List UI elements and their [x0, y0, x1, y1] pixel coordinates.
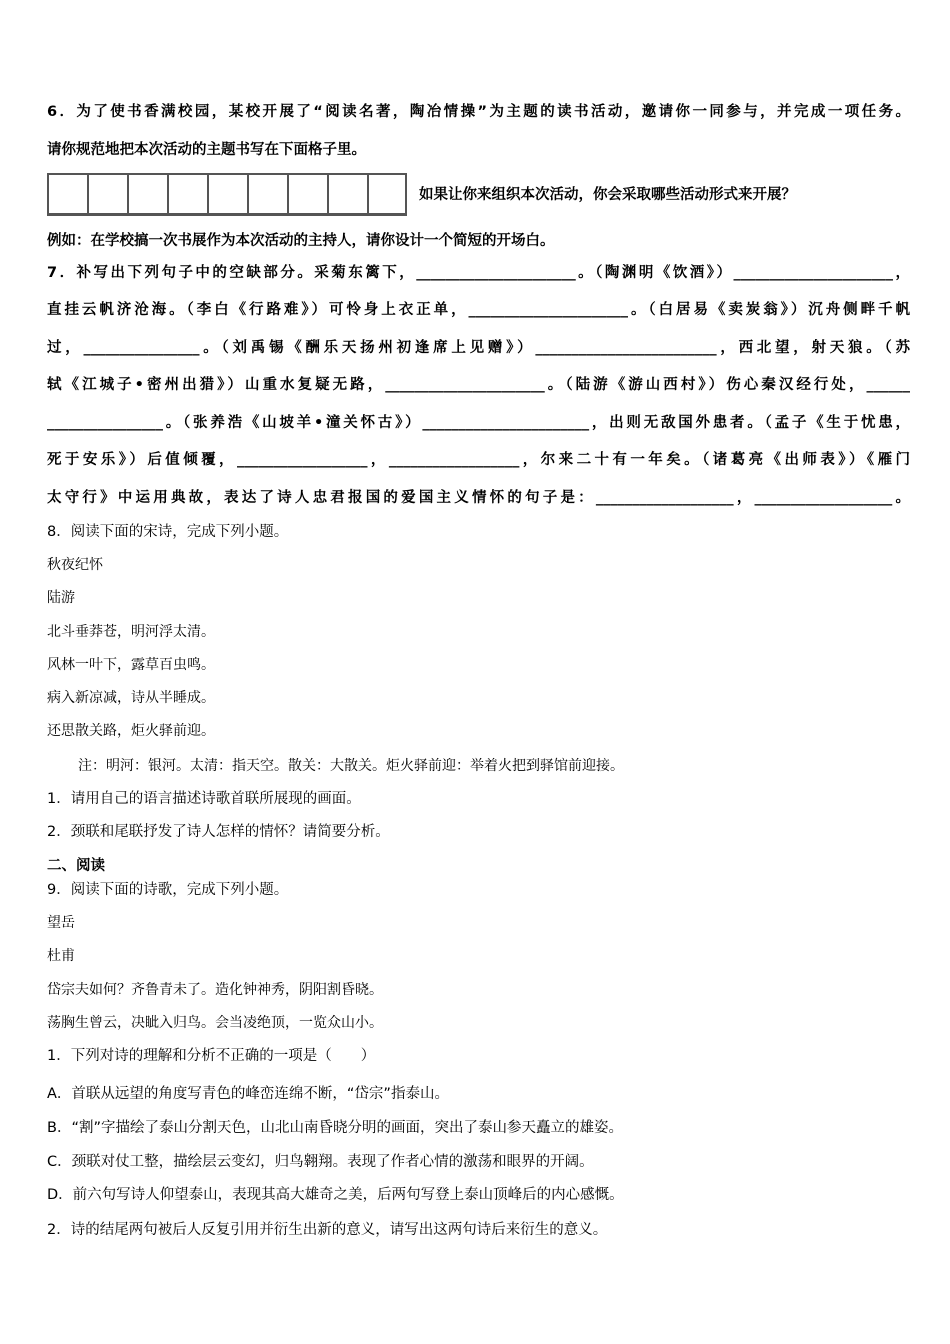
option-c: C．颈联对仗工整，描绘层云变幻，归鸟翱翔。表现了作者心情的激荡和眼界的开阔。 [47, 1154, 594, 1170]
q6-instruction: 请你规范地把本次活动的主题书写在下面格子里。 [47, 142, 366, 158]
question: 2．诗的结尾两句被后人反复引用并衍生出新的意义，请写出这两句诗后来衍生的意义。 [47, 1222, 608, 1238]
q7-line: ________________。（张养浩《山坡羊•潼关怀古》）_______________________，出则无敌国外患者。（孟子《生于忧患， [47, 415, 910, 431]
question: 1．请用自己的语言描述诗歌首联所展现的画面。 [47, 791, 361, 807]
q6-text: 6．为了使书香满校园，某校开展了“阅读名著，陶冶情操”为主题的读书活动，邀请你一同参与，并完成一项任务。 [47, 104, 910, 120]
grid-cell[interactable] [367, 175, 407, 213]
grid-cell[interactable] [247, 175, 287, 213]
q7-line: 过，________________。（刘禹锡《酬乐天扬州初逢席上见赠》）_________________________，西北望，射天狼。（苏 [47, 340, 910, 356]
q7-line: 轼《江城子•密州出猎》）山重水复疑无路，______________________。（陆游《游山西村》）伤心秦汉经行处，______ [47, 377, 910, 393]
question: 1．下列对诗的理解和分析不正确的一项是（ ） [47, 1048, 376, 1064]
grid-cell[interactable] [327, 175, 367, 213]
poem-line: 病入新凉减，诗从半睡成。 [47, 690, 215, 706]
q7-line: 太守行》中运用典故，表达了诗人忠君报国的爱国主义情怀的句子是：___________________，___________________。 [47, 490, 910, 506]
poem-title: 望岳 [47, 915, 75, 931]
option-a: A．首联从远望的角度写青色的峰峦连绵不断，“岱宗”指泰山。 [47, 1086, 449, 1102]
poem-line: 风林一叶下，露草百虫鸣。 [47, 657, 215, 673]
question: 2．颈联和尾联抒发了诗人怎样的情怀？请简要分析。 [47, 824, 390, 840]
poem-line: 岱宗夫如何？齐鲁青未了。造化钟神秀，阴阳割昏晓。 [47, 982, 383, 998]
option-b: B．“割”字描绘了泰山分割天色，山北山南昏晓分明的画面，突出了泰山参天矗立的雄姿。 [47, 1120, 623, 1136]
q9-prompt: 9．阅读下面的诗歌，完成下列小题。 [47, 882, 289, 898]
poem-author: 陆游 [47, 590, 75, 606]
poem-title: 秋夜纪怀 [47, 557, 103, 573]
grid-cell[interactable] [207, 175, 247, 213]
q6-example: 例如：在学校搞一次书展作为本次活动的主持人，请你设计一个简短的开场白。 [47, 233, 555, 249]
poem-line: 还思散关路，炬火驿前迎。 [47, 723, 215, 739]
grid-cell[interactable] [287, 175, 327, 213]
grid-cell[interactable] [127, 175, 167, 213]
poem-line: 荡胸生曾云，决眦入归鸟。会当凌绝顶，一览众山小。 [47, 1015, 383, 1031]
writing-grid[interactable] [47, 173, 407, 216]
grid-cell[interactable] [47, 175, 87, 213]
option-d: D．前六句写诗人仰望泰山，表现其高大雄奇之美，后两句写登上泰山顶峰后的内心感慨。 [47, 1187, 624, 1203]
q8-prompt: 8．阅读下面的宋诗，完成下列小题。 [47, 524, 289, 540]
poem-author: 杜甫 [47, 948, 75, 964]
grid-cell[interactable] [87, 175, 127, 213]
section-heading: 二、阅读 [47, 858, 105, 874]
q7-line: 7．补写出下列句子中的空缺部分。采菊东篱下，______________________。（陶渊明《饮酒》）______________________， [47, 265, 910, 281]
q7-line: 直挂云帆济沧海。（李白《行路难》）可怜身上衣正单，______________________。（白居易《卖炭翁》）沉舟侧畔千帆 [47, 302, 910, 318]
q6-question: 如果让你来组织本次活动，你会采取哪些活动形式来开展？ [419, 187, 796, 203]
poem-note: 注：明河：银河。太清：指天空。散关：大散关。炬火驿前迎：举着火把到驿馆前迎接。 [78, 758, 624, 774]
q7-line: 死于安乐》）后值倾覆，__________________，__________________，尔来二十有一年矣。（诸葛亮《出师表》）《雁门 [47, 452, 910, 468]
poem-line: 北斗垂莽苍，明河浮太清。 [47, 624, 215, 640]
grid-cell[interactable] [167, 175, 207, 213]
